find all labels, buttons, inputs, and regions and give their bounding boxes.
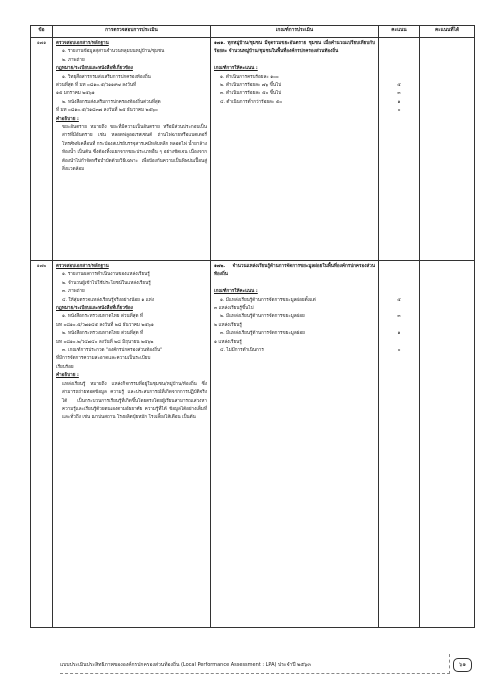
header-item: การตรวจสอบการประเมิน	[53, 26, 211, 38]
item-line: มท ๐๘๑๐.๕/ว๗๑๔๕ ลงวันที่ ๒๘ ธันวาคม ๒๕๖๑	[56, 322, 154, 328]
item-line: ที่ มท ๐๘๑๐.๕/ว๑๘๓๗ ลงวันที่ ๒๕ ธันวาคม ๒๕๖๐	[56, 108, 158, 114]
assessment-cell	[53, 261, 211, 628]
criteria-line: ๑ แหล่งเรียนรู้	[214, 339, 242, 345]
footer-divider-vertical	[449, 654, 450, 674]
table-row	[31, 38, 475, 261]
score-value: ๓	[397, 91, 401, 97]
section-heading: กฎหมาย/ระเบียบและหนังสือที่เกี่ยวข้อง	[56, 306, 133, 312]
item-line: ๒. จำนวนผู้เข้าไปใช้ประโยชน์ในแหล่งเรียนรู้	[62, 280, 151, 286]
score-value: ๑	[397, 331, 401, 337]
explanation-paragraph: แหล่งเรียนรู้ หมายถึง แหล่งกิจกรรมที่อยู่ในชุมชน/หมู่บ้าน/ท้องถิ่น ซึ่งสามารถถ่ายทอดข้อมูล ความรู้ และประสบการณ์ที่เกิดจากการปฏิบัติจริงได้ เป็นกระบวนการเรียนรู้ที่เกิดขึ้นโดยตรงโดยผู้เรียนสามารถแสวงหาความรู้และเรียนรู้ด้วยตนเองตามอัธยาศัย ความรู้ที่ได้ ข้อมูลได้อย่างเต็มที่และทั่วถึง เช่น ฌาปนสถาน โรงผลิตปุ๋ยหมัก โรงเลี้ยงไส้เดือน เป็นต้น	[62, 381, 207, 421]
item-line: เรียบร้อย	[56, 364, 74, 370]
score-cell	[379, 261, 420, 628]
score-value: ๕	[397, 82, 401, 88]
criteria-line: ๔. ดำเนินการต่ำกว่าร้อยละ ๕๐	[220, 99, 283, 105]
item-line: ๑๕ มกราคม ๒๕๖๑	[56, 91, 95, 97]
page-number: ๖๑	[453, 658, 472, 672]
obtained-score-cell[interactable]	[420, 261, 475, 628]
score-value: ๕	[397, 297, 401, 303]
criteria-heading: เกณฑ์การให้คะแนน :	[214, 66, 258, 72]
criteria-line: ๒ แหล่งเรียนรู้	[214, 322, 242, 328]
item-line: ๑. รายงานผลการดำเนินงานของแหล่งเรียนรู้	[62, 272, 150, 278]
criteria-line: ๒. ดำเนินการร้อยละ ๗๖ ขึ้นไป	[220, 83, 282, 89]
item-line: ๑. หนังสือกระทรวงมหาดไทย ด่วนที่สุด ที่	[62, 314, 143, 320]
page-footer	[60, 654, 472, 678]
criteria-heading: เกณฑ์การให้คะแนน :	[214, 289, 258, 295]
explanation-paragraph: ขยะอันตราย หมายถึง ขยะที่มีความเป็นอันตราย หรือมีส่วนประกอบเป็นสารที่มีอันตราย เช่น หลอดฟลูออเรสเซนต์ ถ่านไฟฉายหรือแบตเตอรี่ โทรศัพท์เคลื่อนที่ กระป๋องสเปรย์บรรจุสารเคมีหลับหลีก หลอดไฟ น้ำยาล้างห้องน้ำ เป็นต้น ซึ่งต้องทิ้งแยกจากขยะประเภทอื่น ๆ อย่างชัดเจน เนื่องจากต้องนำไปกำจัดหรือบำบัดด้วยวิธีเฉพาะ เพื่อป้องกันความเป็นพิษปนเปื้อนสู่สิ่งแวดล้อม	[62, 125, 208, 173]
item-line: ๑. รายงานข้อมูลสุสานจำนวนหลุมบนหมู่บ้าน/ชุมชน	[62, 49, 165, 55]
assessment-table	[30, 25, 475, 628]
criteria-line: ๓ แหล่งเรียนรู้ขึ้นไป	[214, 306, 254, 312]
criteria-title: ๑๗๒. จำนวนแหล่งเรียนรู้ด้านการจัดการขยะมูลฝอยในพื้นที่องค์กรปกครองส่วนท้องถิ่น	[214, 264, 375, 278]
table-row	[31, 261, 475, 628]
item-line: ด่วนที่สุด ที่ มท ๐๘๑๐.๕/ว๑๑๙๗ ลงวันที่	[56, 83, 137, 89]
criteria-title: ๑๗๑. ทุกหมู่บ้าน/ชุมชน มีจุดรวมขยะอันตราย ชุมชน เมื่อคำนวณเปรียบเทียบกับร้อยละ จำนวนหมู่บ้าน/ชุมชนในพื้นที่องค์กรปกครองส่วนท้องถิ่น	[214, 41, 375, 55]
header-no: ข้อ	[31, 26, 53, 38]
row-number: ๑๗๑	[31, 38, 53, 261]
item-line: ที่มีการจัดการความสะอาดและความเป็นระเบียบ	[56, 356, 151, 362]
header-criteria: เกณฑ์การประเมิน	[211, 26, 379, 38]
item-line: ๒. หนังสือกรมส่งเสริมการปกครองท้องถิ่นด่วนที่สุด	[62, 99, 161, 105]
footer-text: แบบประเมินประสิทธิภาพขององค์กรปกครองส่วนท้องถิ่น (Local Performance Assessment : LPA) ประจำปี ๒๕๖๓	[60, 662, 311, 668]
criteria-cell	[211, 261, 379, 628]
section-heading: ตรวจสอบเอกสาร/หลักฐาน	[56, 41, 109, 46]
item-line: ๔. ให้สุ่มตรวจแหล่งเรียนรู้จริงอย่างน้อย ๑ แห่ง	[62, 297, 154, 303]
criteria-line: ๒. มีแหล่งเรียนรู้ด้านการจัดการขยะมูลฝอย	[220, 314, 305, 320]
criteria-line: ๔. ไม่มีการดำเนินการ	[220, 348, 264, 354]
criteria-line: ๑. มีแหล่งเรียนรู้ด้านการจัดการขยะมูลฝอยตั้งแต่	[220, 297, 316, 303]
score-value: ๐	[397, 108, 401, 114]
item-line: ๑. วิทยุสื่อสารกรมส่งเสริมการปกครองท้องถิ่น	[62, 74, 151, 80]
section-heading: กฎหมาย/ระเบียบและหนังสือที่เกี่ยวข้อง	[56, 66, 133, 72]
section-heading: คำอธิบาย :	[56, 373, 79, 379]
score-cell	[379, 38, 420, 261]
footer-divider	[60, 673, 450, 674]
header-score: คะแนน	[379, 26, 420, 38]
item-line: ๒. หนังสือกระทรวงมหาดไทย ด่วนที่สุด ที่	[62, 331, 144, 337]
table-header-row	[31, 26, 475, 38]
criteria-line: ๓. ดำเนินการร้อยละ ๕๐ ขึ้นไป	[220, 91, 282, 97]
criteria-line: ๓. มีแหล่งเรียนรู้ด้านการจัดการขยะมูลฝอย	[220, 331, 305, 337]
item-line: ๓. เกณฑ์การประกวด "องค์กรปกครองส่วนท้องถิ่น"	[62, 348, 163, 354]
assessment-cell	[53, 38, 211, 261]
criteria-line: ๑. ดำเนินการครบร้อยละ ๑๐๐	[220, 74, 279, 80]
criteria-cell	[211, 38, 379, 261]
section-heading: ตรวจสอบเอกสาร/หลักฐาน	[56, 264, 109, 269]
item-line: ๒. ภาพถ่าย	[62, 57, 85, 63]
item-line: ๓. ภาพถ่าย	[62, 289, 85, 295]
obtained-score-cell[interactable]	[420, 38, 475, 261]
header-got: คะแนนที่ได้	[420, 26, 475, 38]
score-value: ๐	[397, 347, 401, 353]
item-line: มท ๐๘๑๐.๒/ว๔๗๔๐ ลงวันที่ ๒๘ มิถุนายน ๒๕๖๒	[56, 339, 154, 345]
section-heading: คำอธิบาย :	[56, 116, 79, 122]
score-value: ๓	[397, 314, 401, 320]
row-number: ๑๗๒	[31, 261, 53, 628]
score-value: ๑	[397, 99, 401, 105]
